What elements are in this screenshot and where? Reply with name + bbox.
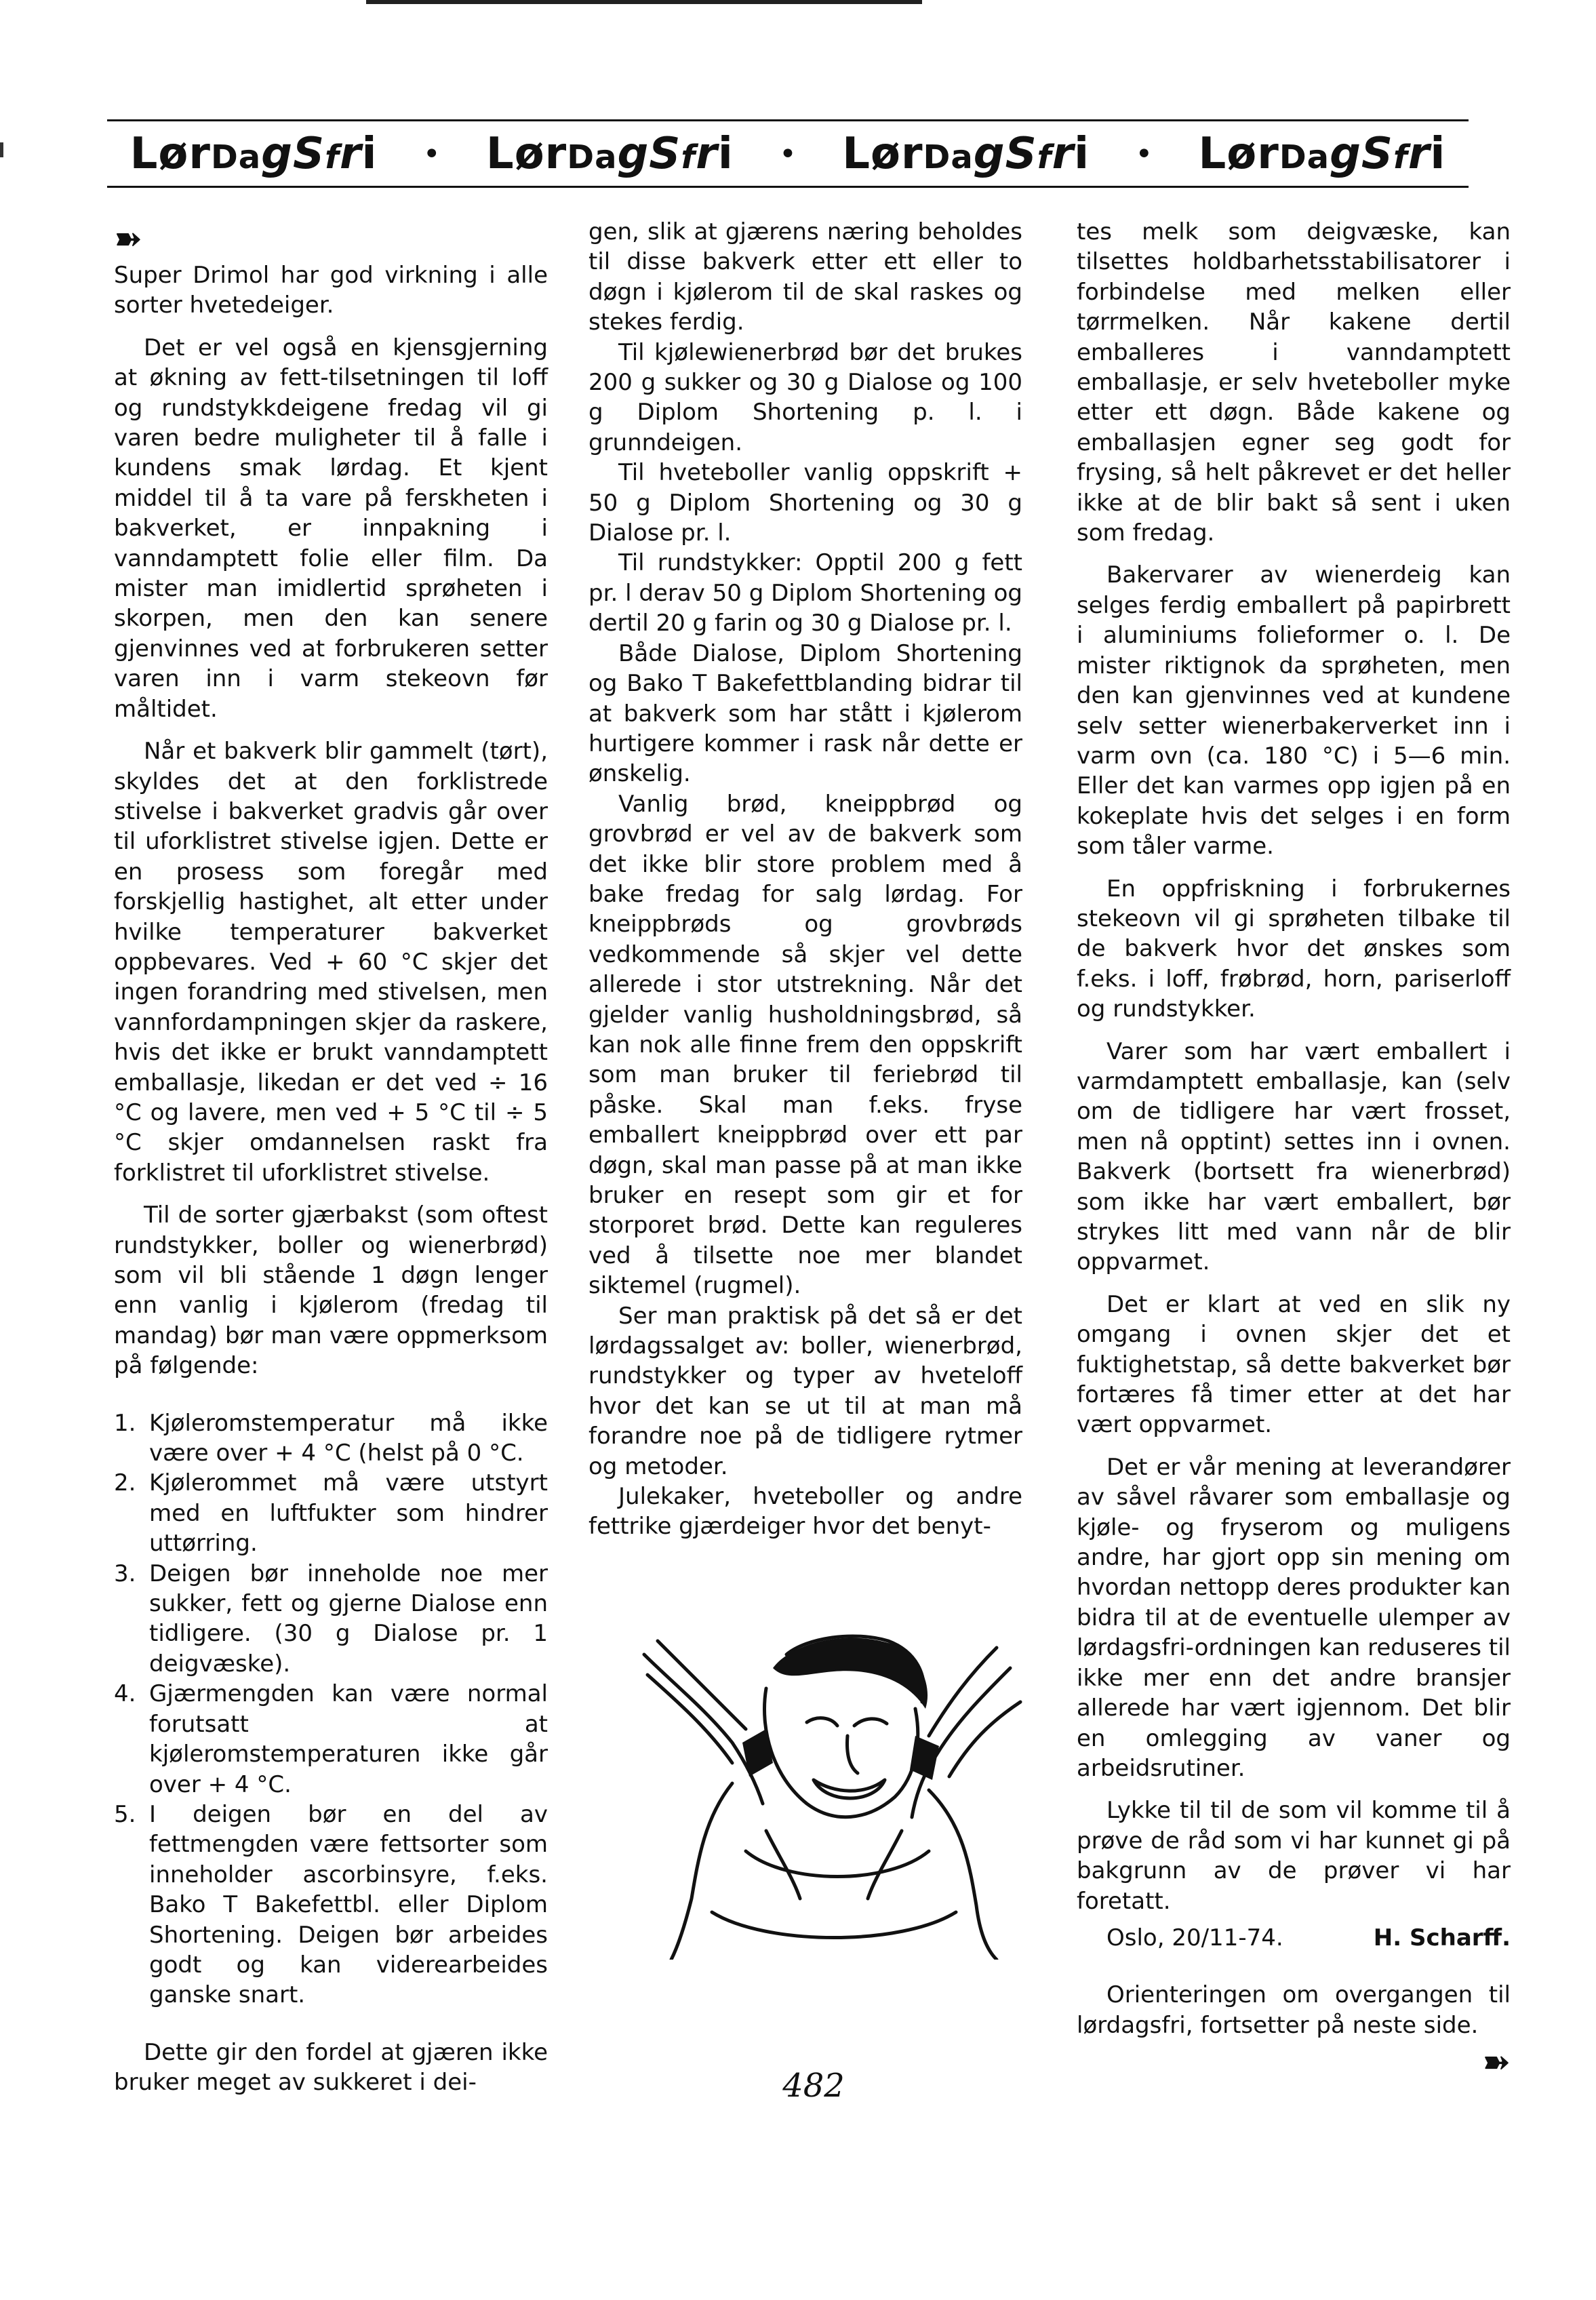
header-rule-top [107, 119, 1469, 121]
scan-edge-line [366, 0, 922, 4]
col3-paragraph-6: Det er vår mening at leverandører av såvel råvarer som emballasje og kjøle- og fryserom og muligens andre, har gjort opp sin mening om hvordan nettopp deres produkter kan bidra til at de eventuelle ulemper av lørdagsfri-ordningen kan reduseres til ikke mer enn det andre bransjer allerede har vært igjennom. Det blir en omlegging av vaner og arbeidsrutiner. [1077, 1453, 1511, 1782]
col2-paragraph-8: Julekaker, hveteboller og andre fettrike gjærdeiger hvor det benyt- [588, 1483, 1022, 1541]
list-item-number: 2. [114, 1469, 136, 1497]
header-logo-2: LørDagSfri [485, 129, 734, 179]
col3-paragraph-7: Lykke til til de som vil komme til å prøve de råd som vi har kunnet gi på bakgrunn av de prøver vi har foretatt. [1077, 1797, 1511, 1915]
list-item-number: 5. [114, 1800, 136, 1828]
header-rule-bottom [107, 186, 1469, 188]
requirements-list [114, 1408, 548, 2010]
col2-paragraph-5: Både Dialose, Diplom Shortening og Bako T Bakefettblanding bidrar til at bakverk som har stått i kjølerom hurtigere kommer i rask når dette er ønskelig. [588, 639, 1022, 788]
col3-paragraph-4: Varer som har vært emballert i varmdamptett emballasje, kan (selv om de tidligere har vært frosset, men nå opptint) settes inn i ovnen. Bakverk (bortsett fra wienerbrød) som ikke har vært emballert, bør strykes litt med vann når de blir oppvarmet. [1077, 1037, 1511, 1276]
col2-paragraph-3: Til hveteboller vanlig oppskrift + 50 g Diplom Shortening og 30 g Dialose pr. l. [588, 459, 1022, 547]
col2-paragraph-6: Vanlig brød, kneippbrød og grovbrød er vel av de bakverk som det ikke blir store problem med å bake fredag for salg lørdag. For kneippbrøds og grovbrøds vedkommende så skjer vel dette allerede i stor utstrekning. Når det gjelder vanlig husholdningsbrød, så kan nok alle finne frem den oppskrift som man bruker til feriebrød til påske. Skal man f.eks. fryse emballert kneippbrød over ett par døgn, skal man passe på at man ikke bruker en resept som gir et for storporet brød. Dette kan reguleres ved å tilsette noe mer blandet siktemel (rugmel). [588, 790, 1022, 1300]
col3-paragraph-2: Bakervarer av wienerdeig kan selges ferdig emballert på papirbrett i aluminiums folieformer o. l. De mister riktignok da sprøheten, men den kan gjenvinnes ved at kundene selv setter wienerbakerverket inn i varm ovn (ca. 180 °C) i 5—6 min. Eller det kan varmes opp igjen på en kokeplate hvis det selges i en form som tåler varme. [1077, 561, 1511, 860]
col1-closing-paragraph: Dette gir den fordel at gjæren ikke bruker meget av sukkeret i dei- [114, 2038, 548, 2097]
header-logo-1: LørDagSfri [129, 129, 378, 179]
continuation-arrow-icon: ➽ [114, 219, 142, 258]
page-number: 482 [782, 2067, 845, 2105]
header-bullet-2: • [779, 136, 797, 172]
signature-line [1077, 1923, 1511, 1953]
col2-paragraph-2: Til kjølewienerbrød bør det brukes 200 g sukker og 30 g Dialose og 100 g Diplom Shortening p. l. i grunndeigen. [588, 338, 1022, 456]
list-item [114, 1679, 548, 1800]
col1-paragraph-2: Det er vel også en kjensgjerning at økning av fett-tilsetningen til loff og rundstykkdeigene fredag vil gi varen bedre muligheter til å falle i kundens smak lørdag. Et kjent middel til å ta vare på ferskheten i bakverket, er innpakning i vanndamptett folie eller film. Da mister man imidlertid sprøheten i skorpen, men den kan senere gjenvinnes ved at forbrukeren setter varen inn i varm stekeovn før måltidet. [114, 334, 548, 723]
list-item-text: Deigen bør inneholde noe mer sukker, fett og gjerne Dialose enn tidligere. (30 g Dialose pr. 1 deigvæske). [149, 1560, 548, 1678]
signature-name: H. Scharff. [1373, 1924, 1511, 1951]
header-bullet-3: • [1135, 136, 1153, 172]
col1-paragraph-1: Super Drimol har god virkning i alle sorter hvetedeiger. [114, 262, 548, 319]
running-header [107, 123, 1469, 184]
col2-paragraph-7: Ser man praktisk på det så er det lørdagssalget av: boller, wienerbrød, rundstykker og typer av hveteloff hvor det kan se ut til at man må forandre noe på de tidligere rytmer og metoder. [588, 1302, 1022, 1480]
list-item [114, 1408, 548, 1469]
col1-paragraph-4: Til de sorter gjærbakst (som oftest rundstykker, boller og wienerbrød) som vil bli stående 1 døgn lenger enn vanlig i kjølerom (fredag til mandag) bør man være oppmerksom på følgende: [114, 1202, 548, 1380]
col3-paragraph-5: Det er klart at ved en slik ny omgang i ovnen skjer det et fuktighetstap, så dette bakverket bør fortæres få timer etter at det har vært oppvarmet. [1077, 1290, 1511, 1439]
continuation-arrow-icon: ➽ [1482, 2042, 1511, 2082]
continuation-note: Orienteringen om overgangen til lørdagsfri, fortsetter på neste side. [1077, 1981, 1511, 2039]
list-item [114, 1800, 548, 2010]
list-item-number: 1. [114, 1409, 136, 1437]
cartoon-illustration [631, 1627, 1037, 1960]
list-item-text: Kjøleromstemperatur må ikke være over + 4 °C (helst på 0 °C. [149, 1409, 548, 1467]
list-item-number: 3. [114, 1560, 136, 1587]
list-item-number: 4. [114, 1680, 136, 1708]
col3-paragraph-3: En oppfriskning i forbrukernes stekeovn vil gi sprøheten tilbake til de bakverk hvor det ønskes som f.eks. i loff, frøbrød, horn, pariserloff og rundstykker. [1077, 875, 1511, 1023]
col3-paragraph-1: tes melk som deigvæske, kan tilsettes holdbarhetsstabilisatorer i forbindelse med melken eller tørrmelken. Når kakene dertil emballeres i vanndamptett emballasje, er selv hveteboller myke etter ett døgn. Både kakene og emballasjen egner seg godt for frysing, så helt påkrevet er det heller ikke at de blir bakt så sent i uken som fredag. [1077, 218, 1511, 547]
header-logo-3: LørDagSfri [842, 129, 1090, 179]
col2-paragraph-4: Til rundstykker: Opptil 200 g fett pr. l derav 50 g Diplom Shortening og dertil 20 g farin og 30 g Dialose pr. l. [588, 549, 1022, 637]
list-item-text: Kjølerommet må være utstyrt med en luftfukter som hindrer uttørring. [149, 1469, 548, 1558]
list-item-text: Gjærmengden kan være normal forutsatt at kjøleromstemperaturen ikke går over + 4 °C. [149, 1680, 548, 1798]
header-logo-4: LørDagSfri [1198, 129, 1446, 179]
list-item [114, 1559, 548, 1680]
signature-place-date: Oslo, 20/11-74. [1106, 1924, 1283, 1951]
col1-paragraph-3: Når et bakverk blir gammelt (tørt), skyldes det at den forklistrede stivelse i bakverket gradvis går over til uforklistret stivelse igjen. Dette er en prosess som foregår med forskjellig hastighet, alt etter under hvilke temperaturer bakverket oppbevares. Ved + 60 °C skjer det ingen forandring med stivelsen, men vannfordampningen skjer da raskere, hvis det ikke er brukt vanndamptett emballasje, likedan er det ved ÷ 16 °C og lavere, men ved + 5 °C til ÷ 5 °C skjer omdannelsen raskt fra forklistret til uforklistret stivelse. [114, 738, 548, 1187]
column-3 [1077, 217, 1511, 2084]
header-bullet-1: • [422, 136, 441, 172]
list-item [114, 1468, 548, 1558]
list-item-text: I deigen bør en del av fettmengden være fettsorter som inneholder ascorbinsyre, f.eks. Bako T Bakefettbl. eller Diplom Shortening. Deigen bør arbeides godt og kan viderearbeides ganske snart. [149, 1800, 548, 2009]
col2-paragraph-1: gen, slik at gjærens næring beholdes til disse bakverk etter ett eller to døgn i kjølerom til de skal raskes og stekes ferdig. [588, 218, 1022, 336]
column-1 [114, 217, 548, 2098]
column-2 [588, 217, 1022, 1542]
scan-edge-mark [0, 142, 3, 157]
